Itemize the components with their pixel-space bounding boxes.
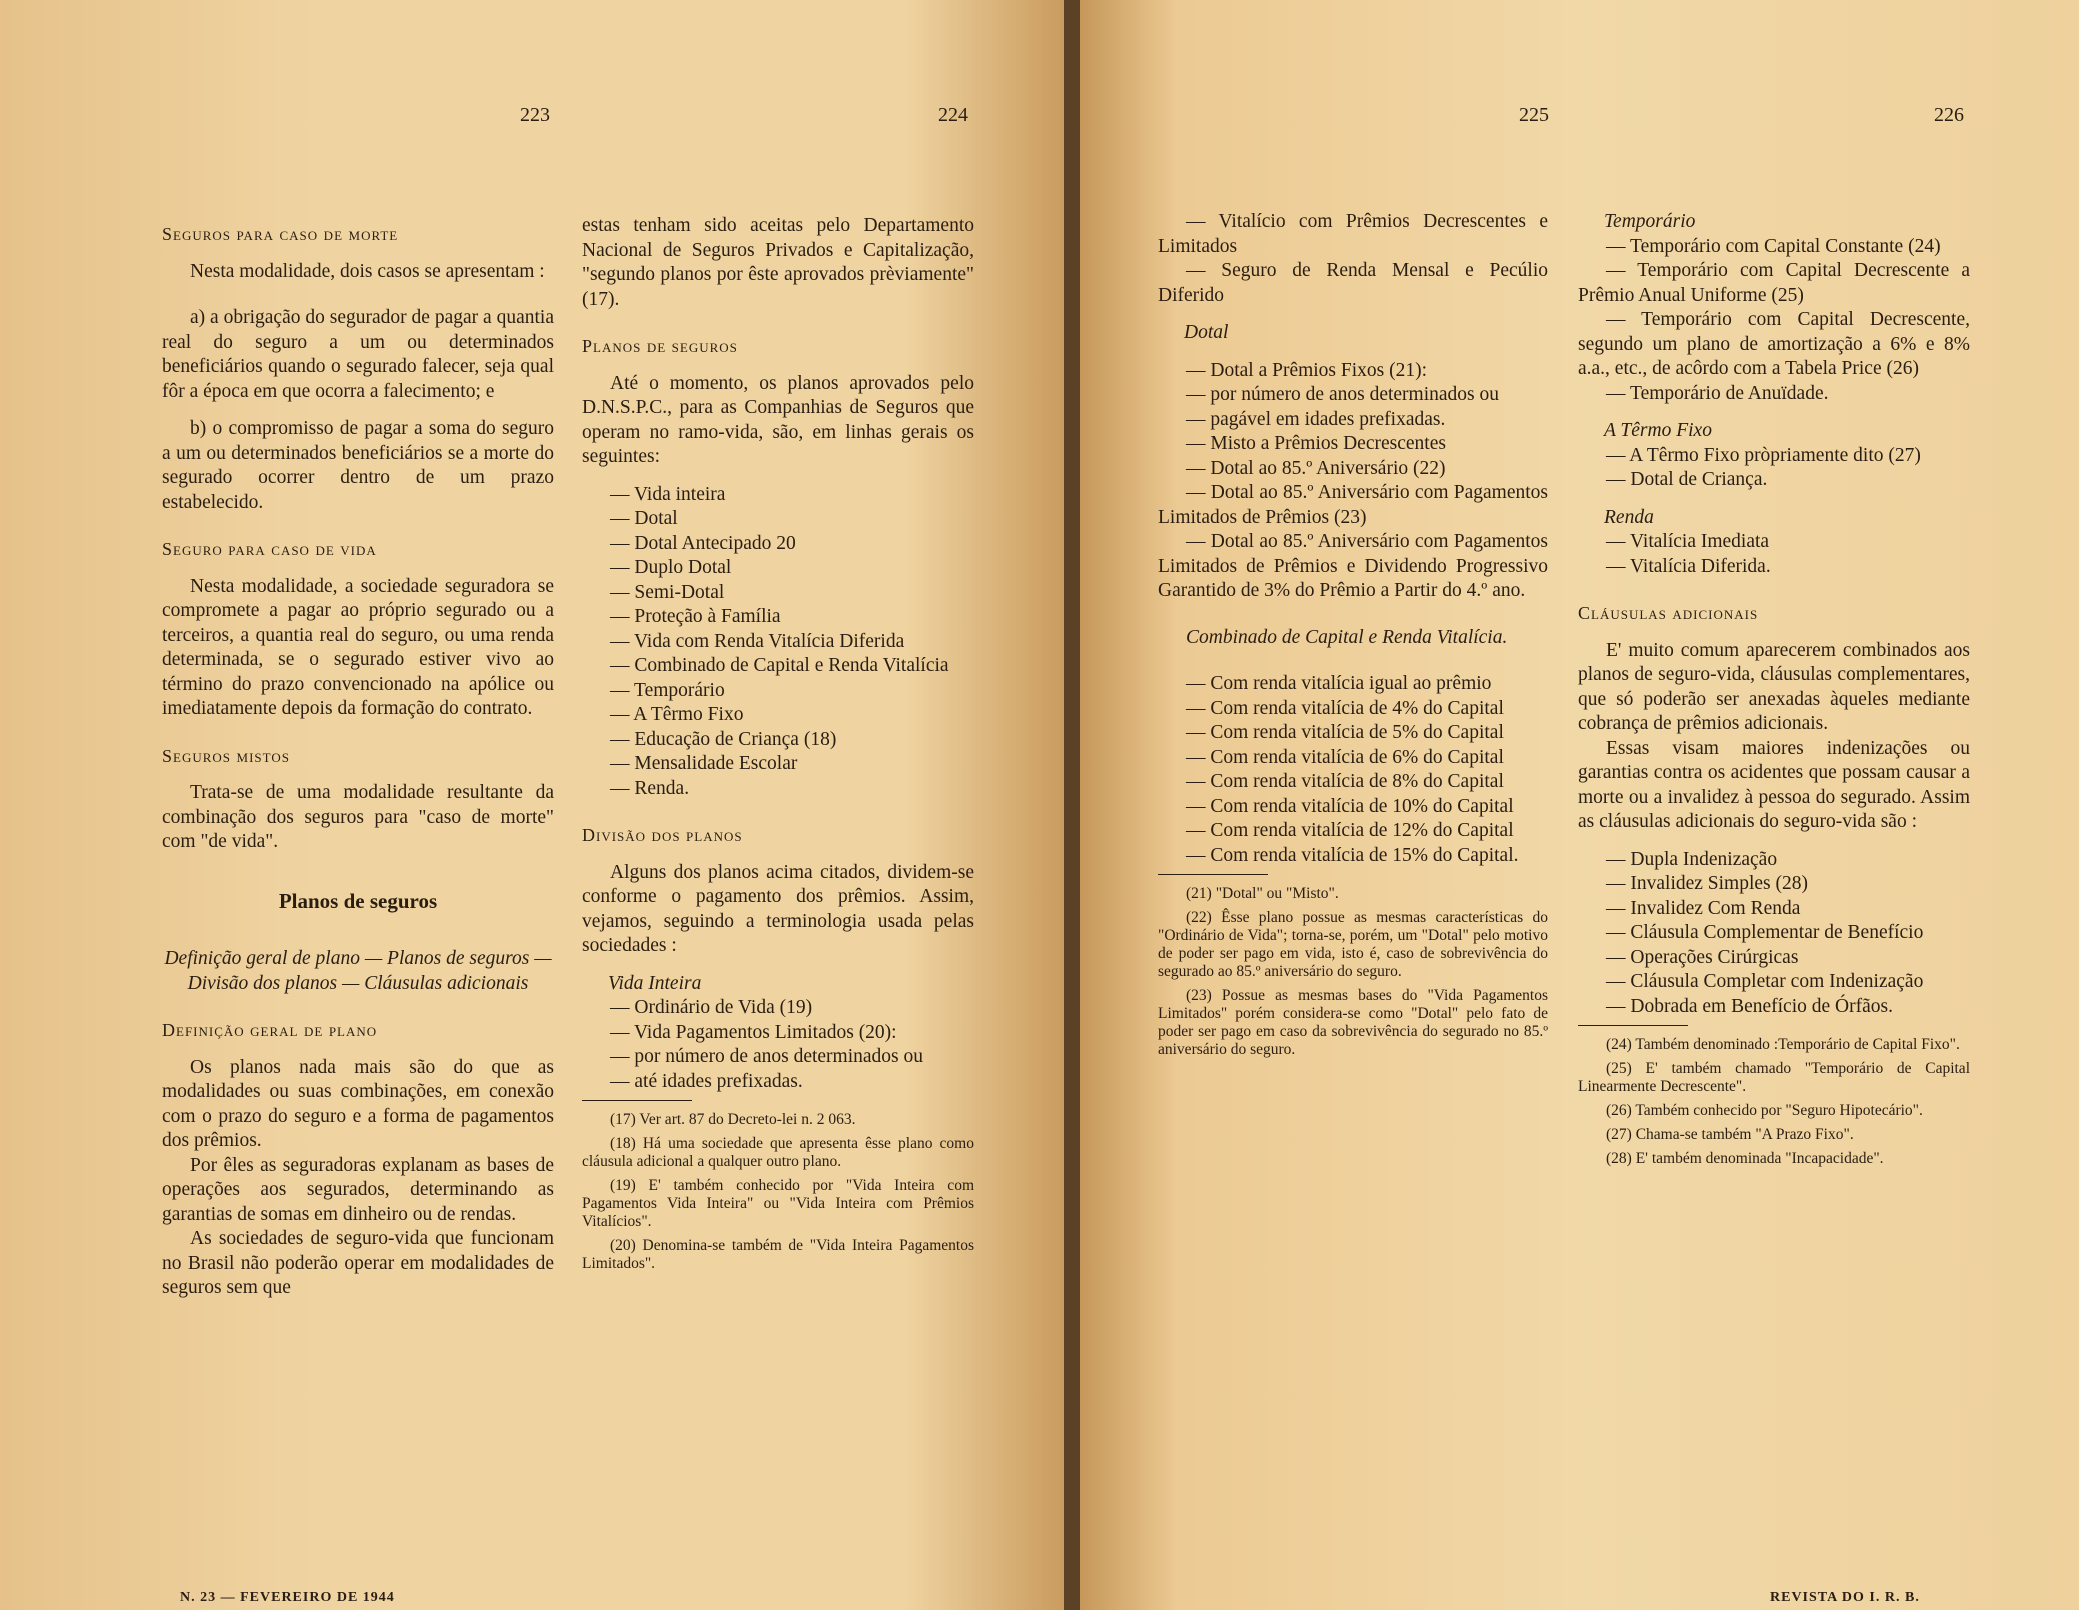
list-item: — Com renda vitalícia de 6% do Capital — [1186, 746, 1504, 768]
list-item: — Vida com Renda Vitalícia Diferida — [610, 630, 905, 652]
list-item: — Temporário de Anuïdade. — [1606, 382, 1829, 404]
column-3 — [1158, 210, 1548, 1065]
main-heading: Planos de seguros — [278, 888, 438, 913]
sub-heading: Renda — [1604, 506, 1654, 528]
section-heading: Divisão dos planos — [582, 825, 743, 845]
termo-fixo-list — [1578, 444, 1970, 493]
list-item: — Cláusula Completar com Indenização — [1606, 971, 1924, 992]
list-item: — Dotal ao 85.º Aniversário (22) — [1186, 457, 1446, 479]
list-item: — Temporário com Capital Decrescente, segundo um plano de amortização a 6% e 8% a.a., etc., de acôrdo com a Tabela Price (26) — [1578, 309, 1970, 379]
list-item: — pagável em idades prefixadas. — [1186, 408, 1446, 430]
section-heading: Cláusulas adicionais — [1578, 603, 1759, 623]
page-number-225: 225 — [1519, 104, 1549, 126]
list-item: — Dupla Indenização — [1606, 848, 1778, 870]
list-item: — Proteção à Família — [610, 606, 781, 627]
footer-left: N. 23 — FEVEREIRO DE 1944 — [180, 1590, 395, 1605]
list-item: — Com renda vitalícia igual ao prêmio — [1186, 673, 1492, 694]
list-item: — Com renda vitalícia de 8% do Capital — [1186, 771, 1504, 792]
list-item: — Com renda vitalícia de 12% do Capital — [1186, 820, 1514, 841]
section-heading: Seguro para caso de vida — [162, 539, 377, 559]
list-item: — Educação de Criança (18) — [610, 728, 837, 750]
list-item: — Operações Cirúrgicas — [1606, 946, 1799, 968]
paragraph: Alguns dos planos acima citados, dividem-se conforme o pagamento dos prêmios. Assim, vejamos, seguindo a terminologia usada pelas sociedades : — [582, 861, 974, 956]
paragraph: E' muito comum aparecerem combinados aos planos de seguro-vida, cláusulas complementares, que só poderão ser anexadas àqueles mediante cobrança de prêmios adicionais. — [1578, 639, 1970, 734]
footnote: (22) Êsse plano possue as mesmas características do "Ordinário de Vida"; torna-se, porém, um "Dotal" pelo motivo de poder ser pago em vida, isto é, caso de sobrevivência do segurado ao 85.º aniversário do seguro. — [1158, 909, 1548, 980]
footnote: (26) Também conhecido por "Seguro Hipotecário". — [1606, 1102, 1923, 1119]
list-item: — A Têrmo Fixo pròpriamente dito (27) — [1606, 444, 1921, 466]
list-item: — Invalidez Com Renda — [1606, 897, 1801, 919]
list-item: — Renda. — [610, 777, 690, 799]
section-heading: Definição geral de plano — [162, 1020, 378, 1040]
list-item: — Dotal ao 85.º Aniversário com Pagamentos Limitados de Prêmios e Dividendo Progressivo Garantido de 3% do Prêmio a Partir do 4.º ano. — [1158, 531, 1548, 601]
combinado-list — [1158, 672, 1548, 868]
paragraph: Nesta modalidade, a sociedade seguradora se compromete a pagar ao próprio segurado ou a terceiros, a quantia real do seguro, ou uma renda determinada, se o segurado estiver vivo ao término do prazo convencionado na apólice ou imediatamente depois da formação do contrato. — [162, 575, 554, 719]
paragraph: Até o momento, os planos aprovados pelo D.N.S.P.C., para as Companhias de Seguros que operam no ramo-vida, são, em linhas gerais os seguintes: — [582, 372, 974, 467]
dotal-list — [1158, 359, 1548, 604]
list-item: — Vida inteira — [610, 483, 726, 505]
list-item: — por número de anos determinados ou — [610, 1046, 924, 1067]
list-item: — Vitalício com Prêmios Decrescentes e Limitados — [1158, 211, 1548, 257]
list-item: — A Têrmo Fixo — [610, 704, 744, 725]
paragraph: b) o compromisso de pagar a soma do seguro a um ou determinados beneficiários se a morte do segurado ocorrer dentro de um prazo estabelecido. — [162, 418, 554, 513]
footnote: (18) Há uma sociedade que apresenta êsse plano como cláusula adicional a qualquer outro plano. — [582, 1135, 974, 1170]
paragraph: estas tenham sido aceitas pelo Departamento Nacional de Seguros Privados e Capitalização, "segundo planos por êste aprovados prèviamente" (17). — [582, 215, 974, 310]
column-4 — [1578, 210, 1970, 1174]
column-2 — [582, 214, 974, 1279]
list-item: — Dotal a Prêmios Fixos (21): — [1186, 359, 1428, 381]
list-item: — Seguro de Renda Mensal e Pecúlio Diferido — [1158, 260, 1548, 306]
book-gutter — [1064, 0, 1080, 1610]
footnote-rule — [1158, 874, 1268, 875]
list-item: — Vitalícia Diferida. — [1606, 555, 1771, 577]
section-heading: Seguros mistos — [162, 745, 290, 766]
footnote: (27) Chama-se também "A Prazo Fixo". — [1606, 1126, 1854, 1143]
list-item: — Dotal — [610, 508, 678, 529]
paragraph: Trata-se de uma modalidade resultante da combinação dos seguros para "caso de morte" com "de vida". — [162, 782, 554, 852]
footnote: (23) Possue as mesmas bases do "Vida Pagamentos Limitados" porém considera-se como "Dotal" pelo fato de poder ser pago em caso da sobrevivência do segurado no 85.º aniversário do seguro. — [1158, 987, 1548, 1058]
footnotes — [582, 1111, 974, 1273]
footnotes — [1578, 1036, 1970, 1168]
list-item: — Semi-Dotal — [610, 581, 725, 603]
list-item: — Combinado de Capital e Renda Vitalícia — [610, 655, 949, 676]
list-item: — Com renda vitalícia de 4% do Capital — [1186, 697, 1504, 719]
list-item: — Dotal Antecipado 20 — [610, 532, 796, 554]
list-item: — Vitalícia Imediata — [1606, 531, 1770, 552]
page-number-224: 224 — [938, 104, 968, 126]
list-item: — Dotal ao 85.º Aniversário com Pagamentos Limitados de Prêmios (23) — [1158, 482, 1548, 528]
temporario-list — [1578, 235, 1970, 407]
paragraph: Os planos nada mais são do que as modalidades ou suas combinações, em conexão com o prazo do seguro e a forma de pagamentos dos prêmios. — [162, 1056, 554, 1151]
sub-heading: Dotal — [1184, 322, 1229, 343]
page-number-223: 223 — [520, 104, 550, 126]
list-item: — Temporário — [610, 679, 725, 701]
list-item: — Com renda vitalícia de 5% do Capital — [1186, 722, 1504, 743]
footnote-rule — [582, 1100, 692, 1101]
list-item: — Duplo Dotal — [610, 557, 732, 578]
list-item: — Com renda vitalícia de 15% do Capital. — [1186, 844, 1519, 866]
plans-list — [582, 483, 974, 802]
footnote: (21) "Dotal" ou "Misto". — [1186, 885, 1339, 902]
sub-heading: Combinado de Capital e Renda Vitalícia. — [1186, 626, 1508, 648]
page-number-226: 226 — [1934, 104, 1964, 126]
list-item: — Dotal de Criança. — [1606, 469, 1768, 490]
vida-inteira-list — [582, 996, 974, 1094]
list-item: — até idades prefixadas. — [610, 1070, 803, 1092]
list-item: — Ordinário de Vida (19) — [610, 997, 813, 1018]
section-heading: Planos de seguros — [582, 336, 738, 356]
footnote: (20) Denomina-se também de "Vida Inteira Pagamentos Limitados". — [582, 1237, 974, 1272]
list-item: — Com renda vitalícia de 10% do Capital — [1186, 795, 1514, 817]
footnotes — [1158, 885, 1548, 1059]
subtitle: Definição geral de plano — Planos de seguros — Divisão dos planos — Cláusulas adicionais — [164, 948, 552, 994]
list-item: — Temporário com Capital Decrescente a Prêmio Anual Uniforme (25) — [1578, 260, 1970, 306]
list-item: — Temporário com Capital Constante (24) — [1606, 235, 1941, 257]
list-item: — Dobrada em Benefício de Órfãos. — [1606, 995, 1893, 1017]
list-item: — Misto a Prêmios Decrescentes — [1186, 433, 1446, 454]
footnote: (25) E' também chamado "Temporário de Capital Linearmente Decrescente". — [1578, 1060, 1970, 1095]
paragraph: Nesta modalidade, dois casos se apresentam : — [190, 260, 545, 282]
footnote-rule — [1578, 1025, 1688, 1026]
list-item: — Invalidez Simples (28) — [1606, 873, 1808, 894]
paragraph: Essas visam maiores indenizações ou garantias contra os acidentes que possam causar a morte ou a invalidez à pessoa do segurado. Assim as cláusulas adicionais do seguro-vida são : — [1578, 737, 1970, 832]
footnote: (17) Ver art. 87 do Decreto-lei n. 2 063. — [610, 1111, 856, 1128]
paragraph: As sociedades de seguro-vida que funcionam no Brasil não poderão operar em modalidades de seguros sem que — [162, 1228, 554, 1298]
footer-right: REVISTA DO I. R. B. — [1770, 1590, 1920, 1605]
footnote: (19) E' também conhecido por "Vida Inteira com Pagamentos Vida Inteira" ou "Vida Inteira com Prêmios Vitalícios". — [582, 1177, 974, 1230]
list-item: — por número de anos determinados ou — [1186, 384, 1500, 405]
column-1 — [162, 222, 554, 1301]
list-item: — Cláusula Complementar de Benefício — [1606, 922, 1924, 943]
sub-heading: A Têrmo Fixo — [1604, 420, 1712, 441]
footnote: (28) E' também denominada "Incapacidade". — [1606, 1150, 1884, 1167]
sub-heading: Vida Inteira — [608, 972, 702, 994]
paragraph: Por êles as seguradoras explanam as bases de operações aos segurados, determinando as garantias de somas em dinheiro ou de rendas. — [162, 1154, 554, 1225]
clausulas-list — [1578, 848, 1970, 1020]
paragraph: a) a obrigação do segurador de pagar a quantia real do seguro a um ou determinados beneficiários quando o segurado falecer, seja qual fôr a época em que ocorra a falecimento; e — [162, 307, 554, 402]
sub-heading: Temporário — [1604, 211, 1696, 232]
renda-list — [1578, 530, 1970, 579]
list-item: — Vida Pagamentos Limitados (20): — [610, 1021, 897, 1043]
list — [1158, 210, 1548, 308]
footnote: (24) Também denominado :Temporário de Capital Fixo". — [1606, 1036, 1960, 1053]
list-item: — Mensalidade Escolar — [610, 753, 798, 774]
section-heading: Seguros para caso de morte — [162, 224, 399, 244]
